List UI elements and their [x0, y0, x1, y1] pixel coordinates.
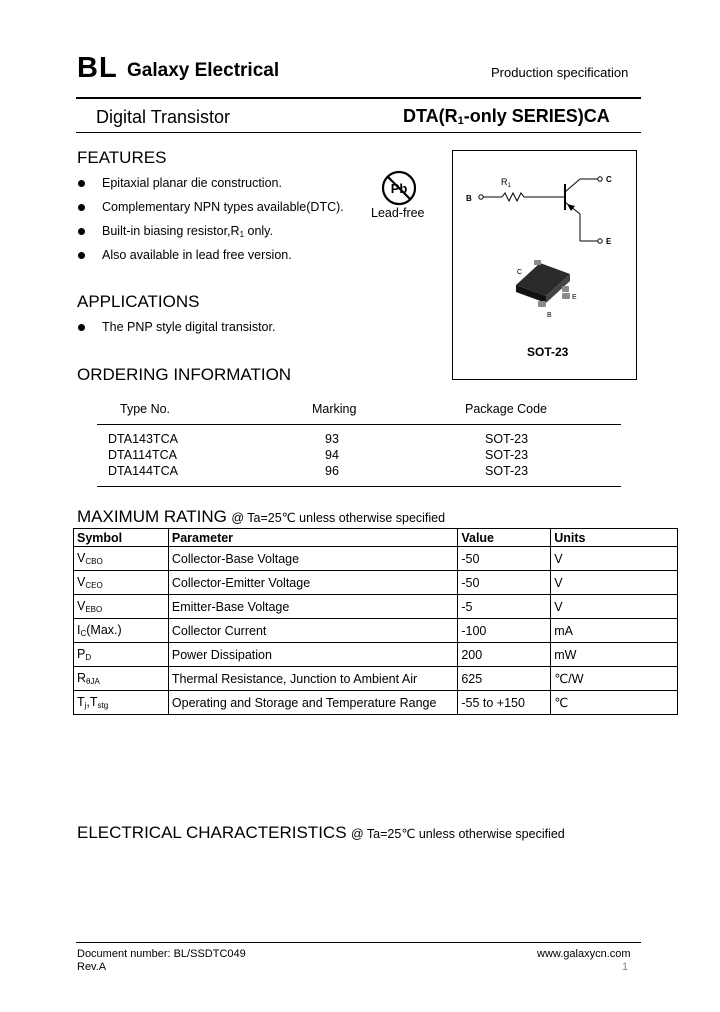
pin-b-label: B — [466, 194, 472, 203]
parameter-cell: Collector Current — [168, 619, 457, 643]
product-type: Digital Transistor — [96, 107, 231, 127]
header-rule — [76, 97, 641, 99]
table-row — [74, 547, 678, 571]
application-item: The PNP style digital transistor. — [102, 320, 276, 334]
feature-item: Complementary NPN types available(DTC). — [102, 200, 344, 214]
ordering-cell: 93 — [325, 432, 339, 446]
table-header-row — [74, 529, 678, 547]
feature-item-suffix: only. — [244, 224, 273, 238]
value-cell: -50 — [458, 547, 551, 571]
value-cell: -100 — [458, 619, 551, 643]
table-row — [74, 643, 678, 667]
sot23-package-icon — [516, 260, 570, 307]
pkg-pin-b-label: B — [547, 312, 552, 319]
feature-item-sub: 1 — [239, 230, 245, 239]
part-series-sub: 1 — [457, 115, 464, 127]
r1-label-sub: 1 — [507, 183, 511, 189]
electrical-condition: @ Ta=25℃ unless otherwise specified — [350, 827, 565, 841]
electrical-heading: ELECTRICAL CHARACTERISTICS — [77, 823, 347, 842]
transistor-schematic — [452, 150, 637, 380]
symbol-main: V — [77, 551, 86, 565]
electrical-title — [77, 823, 565, 843]
pin-c-label: C — [606, 175, 612, 184]
symbol-main: V — [77, 575, 86, 589]
unit-cell: V — [551, 595, 678, 619]
feature-item-text: Built-in biasing resistor,R — [102, 224, 240, 238]
ordering-cell: SOT-23 — [485, 448, 529, 462]
parameter-cell: Power Dissipation — [168, 643, 457, 667]
ordering-footer-rule — [97, 486, 621, 487]
symbol-main: P — [77, 647, 86, 661]
symbol-sub2: stg — [97, 701, 109, 710]
website-link[interactable]: www.galaxycn.com — [537, 948, 631, 960]
ordering-header-rule — [97, 424, 621, 425]
ordering-cell: SOT-23 — [485, 464, 529, 478]
symbol-sub: CBO — [85, 557, 103, 566]
symbol-main: V — [77, 599, 86, 613]
symbol-sub: D — [85, 653, 92, 662]
table-row — [74, 667, 678, 691]
parameter-cell: Emitter-Base Voltage — [168, 595, 457, 619]
table-row — [74, 595, 678, 619]
unit-cell: V — [551, 571, 678, 595]
ordering-col-package: Package Code — [465, 402, 548, 416]
unit-cell: mA — [551, 619, 678, 643]
table-header-cell: Value — [458, 529, 551, 547]
applications-heading: APPLICATIONS — [77, 292, 200, 311]
symbol-sub: C — [80, 629, 87, 638]
table-header-cell: Symbol — [74, 529, 169, 547]
ordering-col-type: Type No. — [120, 402, 171, 416]
table-row — [74, 691, 678, 715]
bullet-icon — [78, 204, 85, 211]
symbol-cell — [74, 643, 169, 667]
symbol-cell — [74, 691, 169, 715]
value-cell: 200 — [458, 643, 551, 667]
unit-cell: ℃ — [551, 691, 678, 715]
symbol-sub: j — [84, 701, 87, 710]
value-cell: -5 — [458, 595, 551, 619]
max-rating-title — [77, 507, 445, 527]
bullet-icon — [78, 252, 85, 259]
table-row — [74, 571, 678, 595]
symbol-cell — [74, 547, 169, 571]
parameter-cell: Thermal Resistance, Junction to Ambient Air — [168, 667, 457, 691]
unit-cell: V — [551, 547, 678, 571]
doc-number: Document number: BL/SSDTC049 — [77, 948, 246, 960]
r1-label — [501, 177, 512, 189]
unit-cell: ℃/W — [551, 667, 678, 691]
part-series-title — [403, 106, 610, 127]
revision: Rev.A — [77, 961, 107, 973]
ordering-heading: ORDERING INFORMATION — [77, 365, 292, 384]
ordering-cell: DTA144TCA — [108, 464, 178, 478]
symbol-main: I — [77, 623, 81, 637]
symbol-main: T — [77, 695, 85, 709]
ordering-cell: 94 — [325, 448, 339, 462]
symbol-sub: CEO — [85, 581, 103, 590]
ordering-cell: SOT-23 — [485, 432, 529, 446]
symbol-sub: θJA — [86, 677, 100, 686]
lead-free-icon — [379, 170, 419, 206]
ordering-col-marking: Marking — [312, 402, 357, 416]
feature-item — [102, 224, 273, 239]
value-cell: -50 — [458, 571, 551, 595]
symbol-sub: EBO — [85, 605, 103, 614]
pkg-pin-c-label: C — [517, 269, 523, 276]
parameter-cell: Operating and Storage and Temperature Range — [168, 691, 457, 715]
parameter-cell: Collector-Base Voltage — [168, 547, 457, 571]
pin-e-label: E — [606, 237, 612, 246]
r1-label-main: R — [501, 177, 508, 187]
part-series-prefix: DTA(R — [403, 106, 458, 126]
unit-cell: mW — [551, 643, 678, 667]
features-heading: FEATURES — [77, 148, 167, 167]
feature-item: Also available in lead free version. — [102, 248, 292, 262]
table-header-cell: Parameter — [168, 529, 457, 547]
value-cell: -55 to +150 — [458, 691, 551, 715]
ordering-cell: DTA143TCA — [108, 432, 178, 446]
part-series-suffix: -only SERIES)CA — [463, 106, 610, 126]
company-logo: BL — [77, 52, 118, 84]
lead-free-label: Lead-free — [371, 206, 425, 220]
ordering-cell: 96 — [325, 464, 339, 478]
table-row — [74, 619, 678, 643]
max-rating-condition: @ Ta=25℃ unless otherwise specified — [231, 511, 446, 525]
value-cell: 625 — [458, 667, 551, 691]
footer-rule — [76, 942, 641, 943]
symbol-cell — [74, 595, 169, 619]
table-header-cell: Units — [551, 529, 678, 547]
feature-item: Epitaxial planar die construction. — [102, 176, 282, 190]
bullet-icon — [78, 228, 85, 235]
company-name: Galaxy Electrical — [127, 60, 280, 81]
max-rating-table — [73, 528, 678, 715]
max-rating-heading: MAXIMUM RATING — [77, 507, 227, 526]
symbol-cell — [74, 619, 169, 643]
pkg-pin-e-label: E — [572, 294, 577, 301]
spec-type: Production specification — [491, 65, 629, 80]
parameter-cell: Collector-Emitter Voltage — [168, 571, 457, 595]
title-rule — [76, 132, 641, 133]
symbol-mid: ,T — [86, 695, 98, 709]
symbol-cell — [74, 667, 169, 691]
symbol-cell — [74, 571, 169, 595]
symbol-suffix: (Max.) — [86, 623, 122, 637]
bullet-icon — [78, 324, 85, 331]
bullet-icon — [78, 180, 85, 187]
page-number: 1 — [622, 961, 629, 973]
ordering-cell: DTA114TCA — [108, 448, 178, 462]
package-name: SOT-23 — [527, 345, 569, 359]
symbol-main: R — [77, 671, 87, 685]
lead-free-badge-text: Pb — [390, 181, 408, 196]
